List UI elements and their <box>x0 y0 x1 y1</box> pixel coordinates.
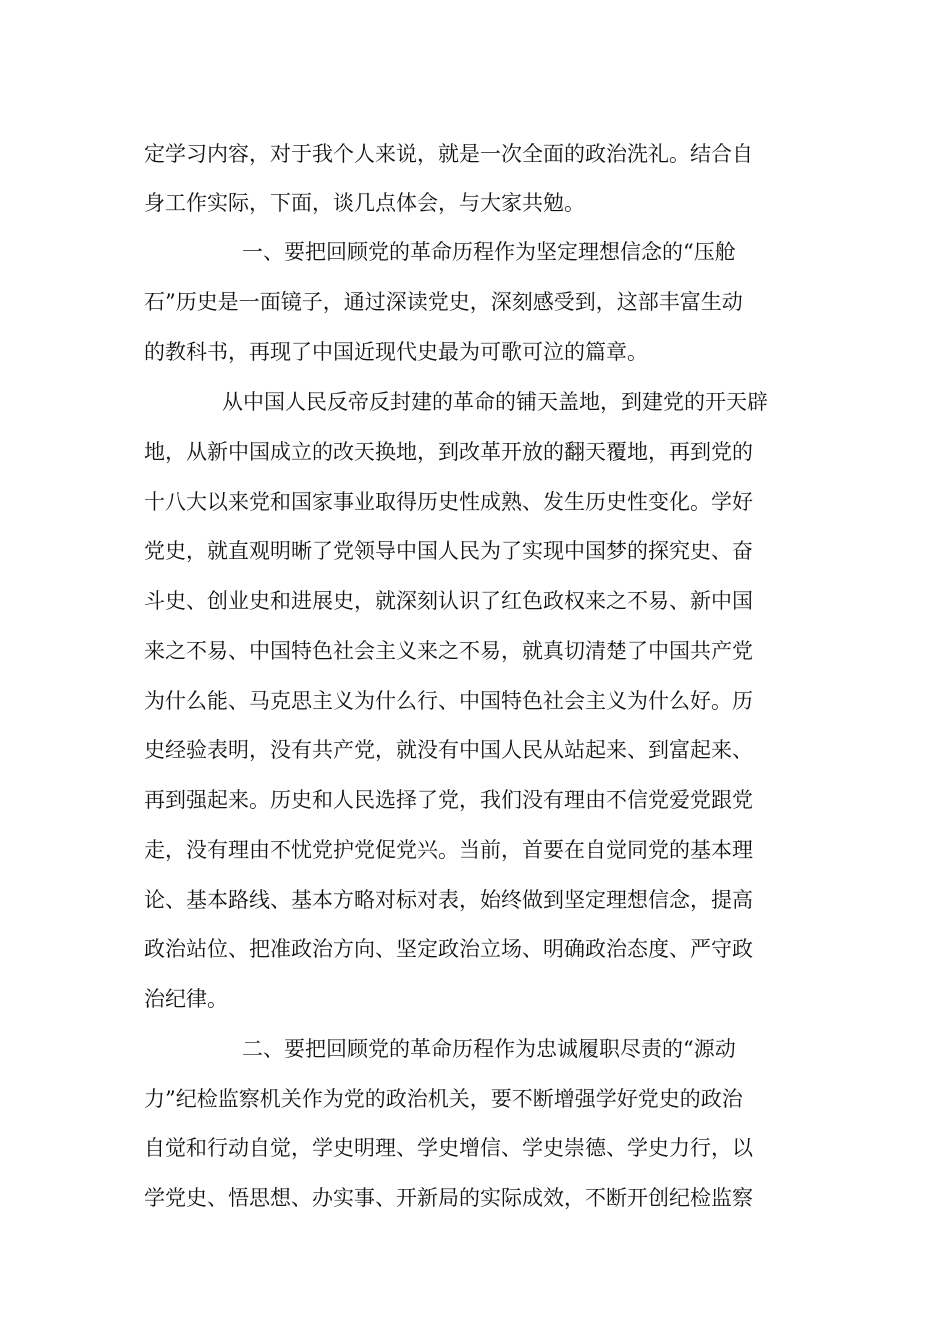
paragraph-start-line: 从中国人民反帝反封建的革命的铺天盖地，到建党的开天辟 <box>222 390 768 414</box>
section-heading-1: 一、要把回顾党的革命历程作为坚定理想信念的“压舱 <box>242 240 736 264</box>
text-line-13: 史经验表明，没有共产党，就没有中国人民从站起来、到富起来、 <box>144 738 753 762</box>
text-line-21: 自觉和行动自觉，学史明理、学史增信、学史崇德、学史力行，以 <box>144 1136 753 1160</box>
text-line-9: 党史，就直观明晰了党领导中国人民为了实现中国梦的探究史、奋 <box>144 539 753 563</box>
text-line-2: 身工作实际，下面，谈几点体会，与大家共勉。 <box>144 191 585 215</box>
text-line-5: 的教科书，再现了中国近现代史最为可歌可泣的篇章。 <box>144 340 648 364</box>
text-line-10: 斗史、创业史和进展史，就深刻认识了红色政权来之不易、新中国 <box>144 589 753 613</box>
text-line-11: 来之不易、中国特色社会主义来之不易，就真切清楚了中国共产党 <box>144 639 753 663</box>
text-line-4: 石”历史是一面镜子，通过深读党史，深刻感受到，这部丰富生动 <box>144 290 743 314</box>
text-line-17: 政治站位、把准政治方向、坚定政治立场、明确政治态度、严守政 <box>144 937 753 961</box>
text-line-7: 地，从新中国成立的改天换地，到改革开放的翻天覆地，再到党的 <box>144 440 753 464</box>
text-line-12: 为什么能、马克思主义为什么行、中国特色社会主义为什么好。历 <box>144 689 753 713</box>
text-line-14: 再到强起来。历史和人民选择了党，我们没有理由不信党爱党跟党 <box>144 788 753 812</box>
text-line-1: 定学习内容，对于我个人来说，就是一次全面的政治洗礼。结合自 <box>144 142 753 166</box>
text-line-18: 治纪律。 <box>144 987 228 1011</box>
section-heading-2: 二、要把回顾党的革命历程作为忠诚履职尽责的“源动 <box>242 1037 736 1061</box>
text-line-16: 论、基本路线、基本方略对标对表，始终做到坚定理想信念，提高 <box>144 888 753 912</box>
text-line-20: 力”纪检监察机关作为党的政治机关，要不断增强学好党史的政治 <box>144 1087 743 1111</box>
text-line-8: 十八大以来党和国家事业取得历史性成熟、发生历史性变化。学好 <box>144 490 753 514</box>
text-line-22: 学党史、悟思想、办实事、开新局的实际成效，不断开创纪检监察 <box>144 1186 753 1210</box>
text-line-15: 走，没有理由不忧党护党促党兴。当前，首要在自觉同党的基本理 <box>144 838 753 862</box>
